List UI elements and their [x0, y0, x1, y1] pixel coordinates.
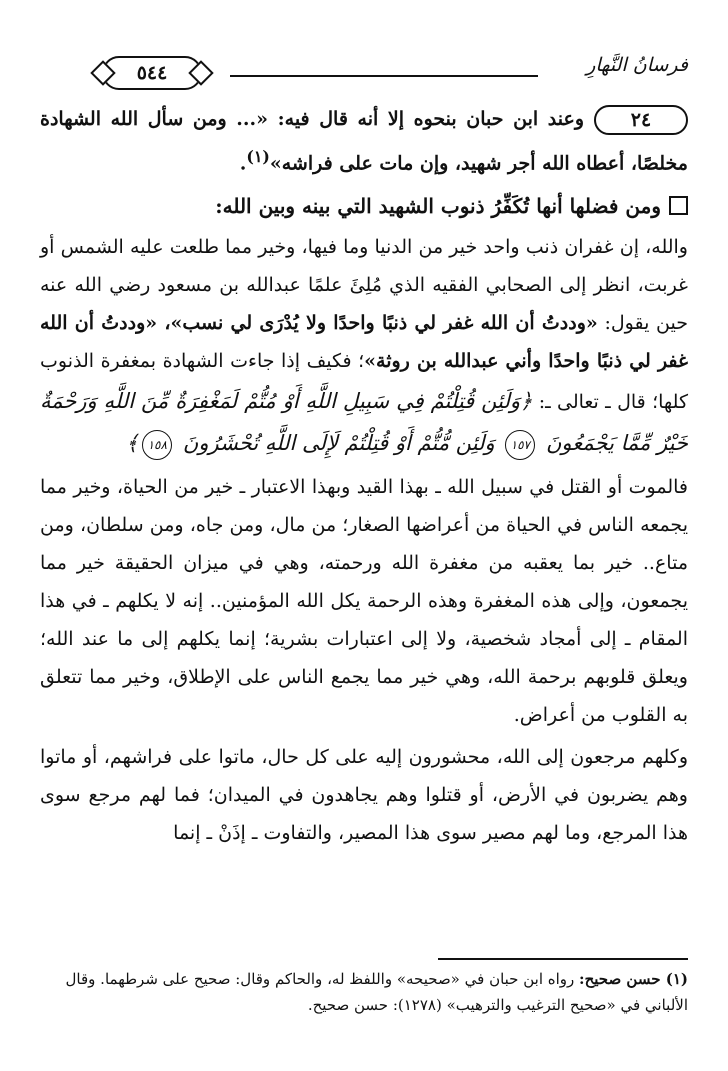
- page-header: [40, 48, 688, 88]
- footnote-rule: [438, 958, 688, 960]
- paragraph-1-text-a: والله، إن غفران ذنب واحد خير من الدنيا وما فيها، وخير مما طلعت عليه الشمس أو غربت، انظر إلى الصحابي الفقيه الذي مُلِئَ علمًا عبدالله بن مسعود رضي الله عنه حين يقول:: [40, 236, 688, 335]
- book-title: فرسانُ النَّهارِ: [586, 54, 688, 76]
- paragraph-2: فالموت أو القتل في سبيل الله ـ بهذا القيد وبهذا الاعتبار ـ خير من الحياة، وخير مما يجمعه الناس في الحياة من أعراضها الصغار؛ من مال، ومن جاه، ومن سلطان، ومن متاع.. خير بما يعقبه من مغفرة الله ورحمته، وهي في ميزان الحقيقة خير مما يجمعون، وإلى هذه المغفرة وهذه الرحمة يكل الله المؤمنين.. إنه لا يكلهم ـ في هذا المقام ـ إلى أمجاد شخصية، ولا إلى اعتبارات بشرية؛ إنما يكلهم إلى ما عند الله؛ ويعلق قلوبهم برحمة الله، وهي خير مما يجمع الناس على الإطلاق، وخير مما تتعلق به القلوب من أعراض.: [40, 476, 689, 727]
- quran-verse-a: ﴿وَلَئِن قُتِلْتُمْ فِي سَبِيلِ اللَّهِ أَوْ مُتُّمْ لَمَغْفِرَةٌ مِّنَ اللَّهِ وَرَحْمَةٌ خَيْرٌ مِّمَّا يَجْمَعُونَ: [40, 389, 688, 456]
- page-number: ٥٤٤: [102, 56, 202, 90]
- page-body: [40, 100, 688, 856]
- paragraph-1-text-b: ؛ فكيف إذا جاءت الشهادة بمغفرة الذنوب كلها؛ قال ـ تعالى ـ:: [40, 350, 688, 414]
- square-bullet-icon: [669, 196, 688, 215]
- ibn-masud-quote: «وددتُ أن الله غفر لي ذنبًا واحدًا ولا يُدْرَى لي نسب»، «وددتُ أن الله غفر لي ذنبًا واحدًا وأني عبدالله بن روثة»: [40, 312, 688, 373]
- footnote-1-text: رواه ابن حبان في «صحيحه» واللفظ له، والحاكم وقال: صحيح على شرطهما. وقال الألباني في «صحيح الترغيب والترهيب» (١٢٧٨): حسن صحيح.: [65, 970, 688, 1014]
- quran-verse-end: ﴾: [125, 431, 139, 456]
- footnote-1-label: (١) حسن صحيح:: [579, 970, 688, 988]
- section-heading-text: ومن فضلها أنها تُكَفِّرُ ذنوب الشهيد التي بينه وبين الله:: [215, 194, 661, 219]
- footnotes: [40, 966, 688, 1018]
- paragraph-3: وكلهم مرجعون إلى الله، محشورون إليه على كل حال، ماتوا على فراشهم، أو ماتوا وهم يضربون في الأرض، أو قتلوا وهم يجاهدون في الميدان؛ فما لهم مرجع سوى هذا المرجع، وما لهم مصير سوى هذا المصير، والتفاوت ـ إذَنْ ـ إنما: [40, 746, 688, 845]
- hadith-text: وعند ابن حبان بنحوه إلا أنه قال فيه: «... ومن سأل الله الشهادة مخلصًا، أعطاه الله أجر شهيد، وإن مات على فراشه»: [40, 108, 688, 175]
- ayah-number-157: ١٥٧: [505, 430, 535, 460]
- hadith-number: ٢٤: [594, 105, 688, 135]
- ayah-number-158: ١٥٨: [142, 430, 172, 460]
- paragraph-1: [40, 228, 688, 464]
- hadith-paragraph: ٢٤وعند ابن حبان بنحوه إلا أنه قال فيه: «... ومن سأل الله الشهادة مخلصًا، أعطاه الله أجر شهيد، وإن مات على فراشه»$^{(١)}$.: [40, 100, 688, 182]
- quran-verse-b: وَلَئِن مُّتُّمْ أَوْ قُتِلْتُمْ لَإِلَى اللَّهِ تُحْشَرُونَ: [182, 431, 495, 456]
- section-heading: [40, 186, 688, 226]
- header-rule: [230, 75, 538, 77]
- footnote-ref: (١): [246, 147, 270, 166]
